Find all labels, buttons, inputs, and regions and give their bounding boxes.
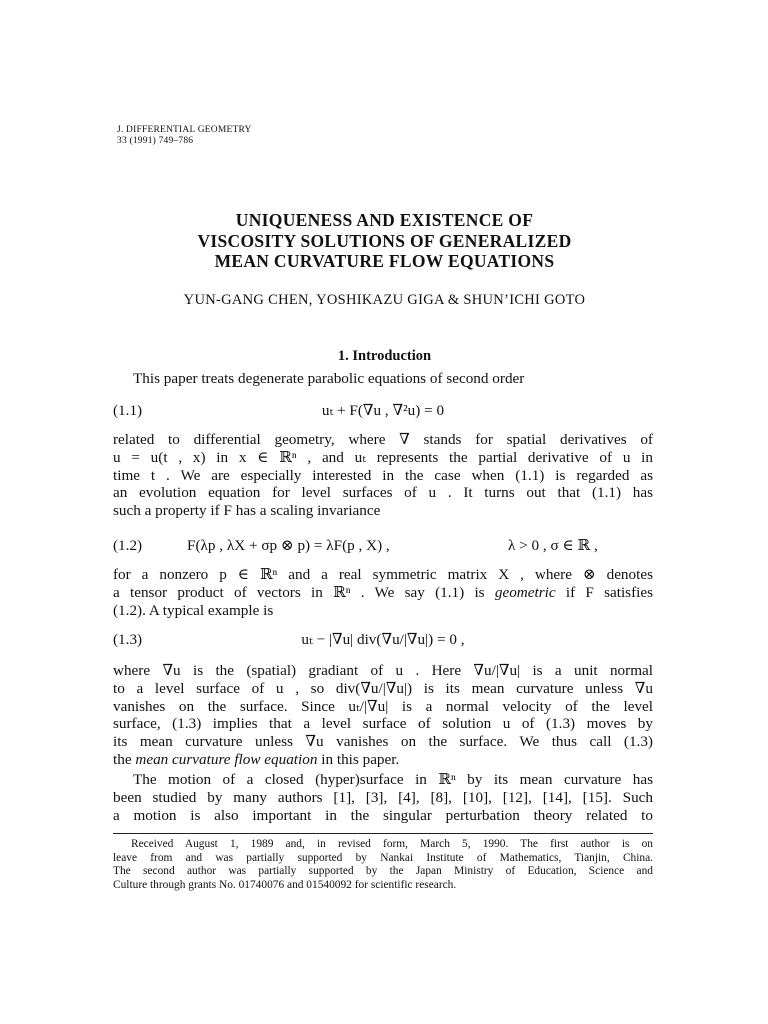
footnote-line: Received August 1, 1989 and, in revised form, March 5, 1990. The first author is on [131,838,653,850]
footnote-line: leave from and was partially supported by Nankai Institute of Mathematics, Tianjin, China. [113,851,653,864]
text-line: related to differential geometry, where ∇ stands for spatial derivatives of [113,431,653,448]
equation-number: (1.1) [113,402,143,419]
text-line: to a level surface of u , so div(∇u/|∇u|) is its mean curvature unless ∇u [113,679,653,697]
text-line: been studied by many authors [1], [3], [4], [8], [10], [12], [14], [15]. Such [113,788,653,806]
text-line: (1.2). A typical example is [113,601,274,619]
journal-name: J. DIFFERENTIAL GEOMETRY [117,125,252,135]
text-span: a tensor product of vectors in ℝⁿ . We say (1.1) is [113,583,495,601]
equation-formula: uₜ − |∇u| div(∇u/|∇u|) = 0 , [301,631,465,648]
paragraph-3 [113,662,653,769]
equation-condition: λ > 0 , σ ∈ ℝ , [508,537,598,554]
text-line: u = u(t , x) in x ∈ ℝⁿ , and uₜ represents the partial derivative of u in [113,448,653,466]
emphasis-text: mean curvature flow equation [135,750,318,768]
section-heading: 1. Introduction [337,348,432,364]
equation-1-2 [113,536,653,556]
paragraph-4 [113,771,653,824]
text-line: for a nonzero p ∈ ℝⁿ and a real symmetric matrix X , where ⊗ denotes [113,566,653,583]
paragraph-1 [113,431,653,520]
paper-authors: YUN-GANG CHEN, YOSHIKAZU GIGA & SHUN’ICHI GOTO [183,292,586,308]
paper-title [117,210,652,272]
text-line: surface, (1.3) implies that a level surface of solution u of (1.3) moves by [113,715,653,733]
text-line: a motion is also important in the singular perturbation theory related to [113,806,653,824]
text-line: This paper treats degenerate parabolic equations of second order [133,370,525,387]
footnote-line: Culture through grants No. 01740076 and 01540092 for scientific research. [113,878,457,891]
text-span: the [113,750,136,768]
title-line-3: MEAN CURVATURE FLOW EQUATIONS [214,251,555,271]
intro-paragraph [113,370,653,388]
text-line: where ∇u is the (spatial) gradiant of u . Here ∇u/|∇u| is a unit normal [113,662,653,679]
footnote-line: The second author was partially supported by the Japan Ministry of Education, Science and [113,865,653,877]
footnote [113,838,653,892]
text-span: if F satisfies [555,583,653,601]
text-line [113,751,653,769]
footnote-divider [113,833,653,834]
emphasis-text: geometric [494,583,556,601]
text-line: an evolution equation for level surfaces of u . It turns out that (1.1) has [113,484,653,502]
journal-header [117,125,252,147]
equation-formula: F(λp , λX + σp ⊗ p) = λF(p , X) , [187,537,390,554]
equation-number: (1.3) [113,631,143,648]
equation-number: (1.2) [113,537,143,554]
equation-1-3 [113,630,653,650]
text-line [113,584,653,602]
text-line: its mean curvature unless ∇u vanishes on the surface. We thus call (1.3) [113,733,653,751]
paragraph-2 [113,566,653,619]
title-line-1: UNIQUENESS AND EXISTENCE OF [235,210,534,230]
equation-formula: uₜ + F(∇u , ∇²u) = 0 [321,402,445,419]
equation-1-1 [113,401,653,421]
text-line: The motion of a closed (hyper)surface in ℝⁿ by its mean curvature has [133,771,653,788]
title-line-2: VISCOSITY SOLUTIONS OF GENERALIZED [197,230,572,251]
journal-volume: 33 (1991) 749–786 [117,136,194,146]
text-line: time t . We are especially interested in the case when (1.1) is regarded as [113,466,653,484]
text-line: vanishes on the surface. Since uₜ/|∇u| is a normal velocity of the level [113,697,653,715]
text-span: in this paper. [317,750,400,768]
text-line: such a property if F has a scaling invariance [113,502,381,520]
